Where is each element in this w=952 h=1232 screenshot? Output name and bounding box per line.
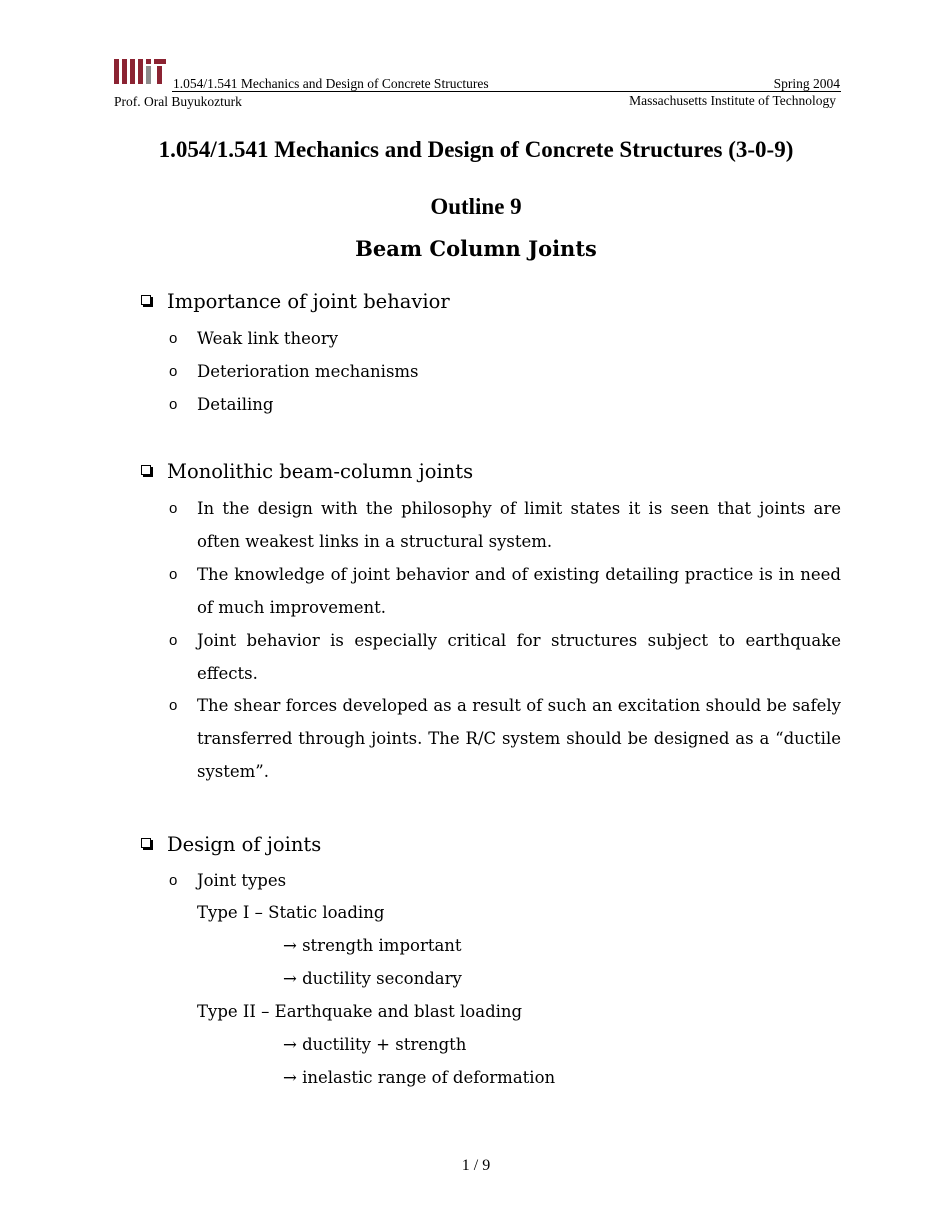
list-item: o The shear forces developed as a result of such an excitation should be safely transferred through joints. The R/C system should be designed as a “ductile system”. — [169, 689, 841, 788]
arrow-right-icon: → — [283, 969, 297, 988]
header-institution: Massachusetts Institute of Technology — [629, 93, 836, 108]
mit-logo — [114, 57, 166, 84]
topic-title: Beam Column Joints — [355, 236, 597, 261]
circle-bullet-icon: o — [169, 697, 178, 714]
square-bullet-icon — [141, 295, 151, 305]
list-item: o Joint behavior is especially critical for structures subject to earthquake effects. — [169, 624, 841, 690]
page-number: 1 / 9 — [461, 1157, 491, 1174]
list-item: o Joint types — [169, 864, 841, 897]
circle-bullet-icon: o — [169, 632, 178, 649]
list-item: o Deterioration mechanisms — [169, 355, 841, 388]
document-title: 1.054/1.541 Mechanics and Design of Concrete Structures (3-0-9) — [158, 137, 794, 162]
circle-bullet-icon: o — [169, 872, 178, 889]
list-item: o Weak link theory — [169, 322, 841, 355]
arrow-right-icon: → — [283, 1068, 297, 1087]
square-bullet-icon — [141, 838, 151, 848]
arrow-right-icon: → — [283, 936, 297, 955]
list-item: o Detailing — [169, 388, 841, 421]
arrow-right-icon: → — [283, 1035, 297, 1054]
section-heading: Monolithic beam-column joints — [141, 460, 473, 483]
circle-bullet-icon: o — [169, 330, 178, 347]
header-course: 1.054/1.541 Mechanics and Design of Concrete Structures — [173, 76, 489, 91]
header-term: Spring 2004 — [773, 76, 840, 91]
square-bullet-icon — [141, 465, 151, 475]
section-heading: Importance of joint behavior — [141, 290, 450, 313]
joint-type-point: → inelastic range of deformation — [283, 1068, 556, 1087]
circle-bullet-icon: o — [169, 396, 178, 413]
joint-type-label: Type II – Earthquake and blast loading — [197, 1002, 523, 1021]
joint-type-point: → ductility secondary — [283, 969, 462, 988]
joint-type-point: → strength important — [283, 936, 462, 955]
circle-bullet-icon: o — [169, 500, 178, 517]
list-item: o The knowledge of joint behavior and of existing detailing practice is in need of much improvement. — [169, 558, 841, 624]
list-item: o In the design with the philosophy of limit states it is seen that joints are often weakest links in a structural system. — [169, 492, 841, 558]
joint-type-label: Type I – Static loading — [197, 903, 385, 922]
outline-number: Outline 9 — [430, 194, 522, 219]
header-rule — [172, 91, 841, 92]
header-professor: Prof. Oral Buyukozturk — [114, 94, 242, 109]
circle-bullet-icon: o — [169, 363, 178, 380]
section-heading: Design of joints — [141, 833, 321, 856]
joint-type-point: → ductility + strength — [283, 1035, 467, 1054]
circle-bullet-icon: o — [169, 566, 178, 583]
